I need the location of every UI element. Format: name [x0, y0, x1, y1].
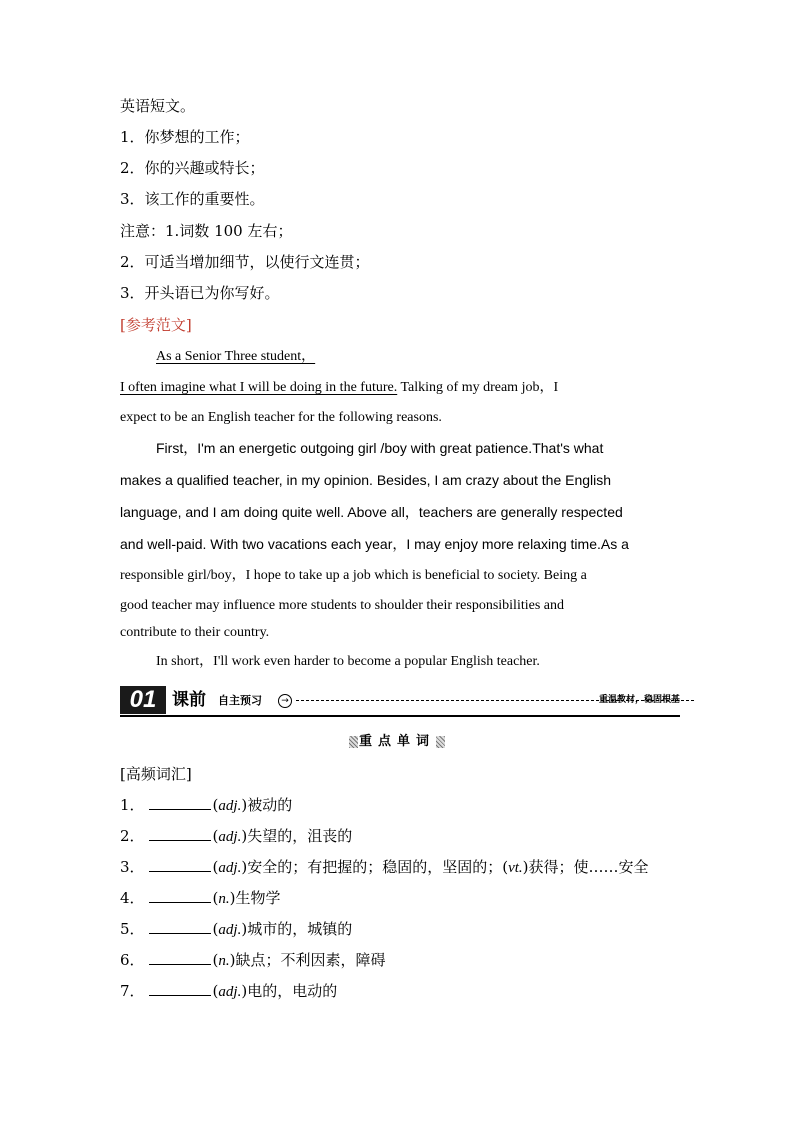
vocab-meaning: 缺点；不利因素，障碍 [235, 951, 386, 969]
essay-line-4: First，I'm an energetic outgoing girl /boy with great patience.That's what [156, 440, 604, 456]
category-label: [高频词汇] [120, 765, 192, 783]
note-3: 3．开头语已为你写好。 [120, 284, 280, 302]
requirement-2: 2．你的兴趣或特长； [120, 159, 265, 177]
part-of-speech: adj. [218, 984, 242, 1000]
section-slogan: 重温教材，稳固根基 [598, 695, 680, 705]
section-subtitle: 自主预习 [218, 694, 262, 707]
answer-blank[interactable] [149, 919, 211, 934]
vocab-meaning: 安全的；有把握的；稳固的，坚固的； [247, 858, 503, 876]
essay-line-10: contribute to their country. [120, 625, 270, 640]
vocab-number: 1． [120, 796, 145, 814]
subheading-box [349, 732, 445, 752]
section-number: 01 [120, 686, 166, 714]
part-of-speech: adj. [218, 860, 242, 876]
vocab-meaning: 城市的，城镇的 [247, 920, 353, 938]
section-rule [120, 715, 680, 717]
part-of-speech: adj. [218, 798, 242, 814]
vocab-item-3: 3． (adj.)安全的；有把握的；稳固的，坚固的；(vt.)获得；使……安全 [120, 858, 649, 876]
vocab-meaning-2: 获得；使……安全 [528, 858, 649, 876]
vocab-number: 7． [120, 982, 145, 1000]
vocab-number: 6． [120, 951, 145, 969]
essay-line-6: language, and I am doing quite well. Above all，teachers are generally respected [120, 504, 623, 520]
section-banner [120, 686, 680, 718]
essay-line-11: In short，I'll work even harder to become a popular English teacher. [156, 654, 540, 669]
section-title: 课前 [172, 690, 206, 710]
essay-line-9: good teacher may influence more students to shoulder their responsibilities and [120, 598, 564, 613]
vocab-item-6: 6． (n.)缺点；不利因素，障碍 [120, 951, 386, 969]
vocab-meaning: 被动的 [247, 796, 293, 814]
vocab-number: 3． [120, 858, 145, 876]
essay-opening-1 [156, 347, 315, 367]
vocab-item-1: 1． (adj.)被动的 [120, 796, 293, 814]
requirement-3: 3．该工作的重要性。 [120, 190, 265, 208]
part-of-speech: adj. [218, 829, 242, 845]
essay-line-2-rest: Talking of my dream job，I [400, 380, 559, 395]
intro-line: 英语短文。 [120, 97, 196, 115]
essay-line-7: and well-paid. With two vacations each year，I may enjoy more relaxing time.As a [120, 536, 629, 552]
underlined-opening-2: I often imagine what I will be doing in the future. [120, 380, 398, 395]
essay-line-3: expect to be an English teacher for the following reasons. [120, 410, 442, 425]
note-1: 注意：1.词数 100 左右； [120, 222, 293, 240]
answer-blank[interactable] [149, 981, 211, 996]
answer-blank[interactable] [149, 826, 211, 841]
vocab-item-4: 4． (n.)生物学 [120, 889, 281, 907]
vocab-number: 2． [120, 827, 145, 845]
answer-blank[interactable] [149, 888, 211, 903]
answer-blank[interactable] [149, 795, 211, 810]
essay-line-5: makes a qualified teacher, in my opinion. Besides, I am crazy about the English [120, 472, 612, 488]
answer-blank[interactable] [149, 950, 211, 965]
arrow-right-icon: → [278, 694, 292, 708]
vocab-item-7: 7． (adj.)电的，电动的 [120, 982, 338, 1000]
vocab-item-5: 5． (adj.)城市的，城镇的 [120, 920, 353, 938]
underlined-opening-1: As a Senior Three student， [156, 349, 316, 364]
vocab-number: 5． [120, 920, 145, 938]
vocab-meaning: 电的，电动的 [247, 982, 338, 1000]
note-2: 2．可适当增加细节，以使行文连贯； [120, 253, 370, 271]
essay-line-8: responsible girl/boy，I hope to take up a job which is beneficial to society. Being a [120, 568, 587, 583]
answer-blank[interactable] [149, 857, 211, 872]
part-of-speech: n. [218, 891, 230, 907]
part-of-speech: n. [218, 953, 230, 969]
sample-label: [参考范文] [120, 316, 192, 334]
part-of-speech: adj. [218, 922, 242, 938]
part-of-speech-2: vt. [508, 860, 523, 876]
vocab-meaning: 失望的，沮丧的 [247, 827, 353, 845]
vocab-number: 4． [120, 889, 145, 907]
subheading-text [357, 732, 437, 752]
vocab-item-2: 2． (adj.)失望的，沮丧的 [120, 827, 353, 845]
subheading-label: 重点单词 [358, 734, 435, 749]
essay-line-2 [120, 378, 558, 398]
vocab-meaning: 生物学 [235, 889, 281, 907]
requirement-1: 1．你梦想的工作； [120, 128, 250, 146]
